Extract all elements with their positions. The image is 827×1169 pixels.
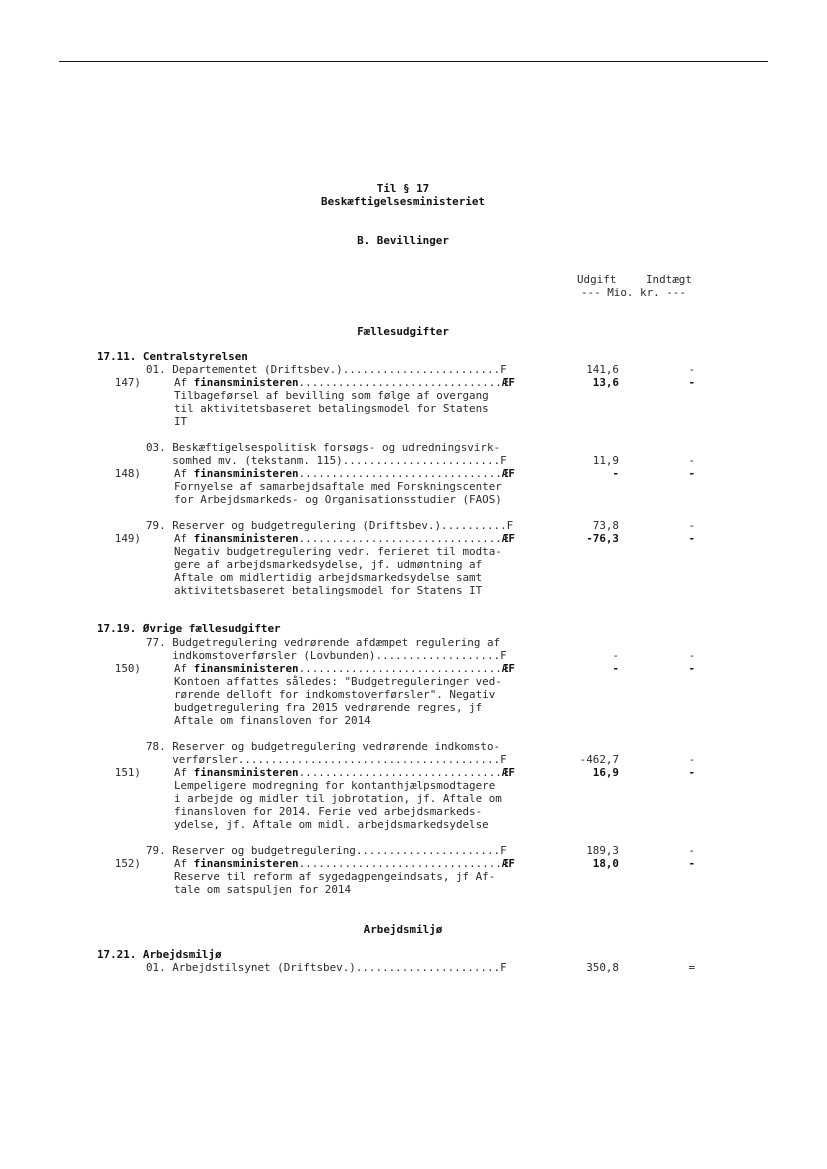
af-indtaegt-value: -	[688, 662, 695, 675]
af-flag: ÆF	[501, 467, 515, 480]
note-line: i arbejde og midler til jobrotation, jf. Aftale om	[174, 792, 502, 805]
af-dots: ...............................	[298, 662, 502, 675]
note-line: ydelse, jf. Aftale om midl. arbejdsmarkedsydelse	[174, 818, 489, 831]
footnote-ref: 147)	[114, 376, 141, 389]
udgift-value: 189,3	[586, 844, 619, 857]
af-flag: ÆF	[501, 857, 515, 870]
group-title: 17.19. Øvrige fællesudgifter	[97, 622, 281, 635]
af-prefix: Af	[174, 376, 194, 389]
item-line: 79. Reserver og budgetregulering (Driftsbev.)..........F	[146, 519, 514, 532]
item-line: verførsler........................................F	[146, 753, 507, 766]
af-indtaegt-value: -	[688, 532, 695, 545]
col-header-indtaegt: Indtægt	[646, 273, 692, 286]
udgift-value: 350,8	[586, 961, 619, 974]
af-line	[174, 532, 515, 545]
udgift-value: 141,6	[586, 363, 619, 376]
item-line: 78. Reserver og budgetregulering vedrørende indkomsto-	[146, 740, 501, 753]
note-line: Aftale om finansloven for 2014	[174, 714, 371, 727]
af-line	[174, 766, 515, 779]
af-minister: finansministeren	[193, 662, 299, 675]
af-prefix: Af	[174, 766, 194, 779]
note-line: finansloven for 2014. Ferie ved arbejdsmarkeds-	[174, 805, 483, 818]
af-indtaegt-value: -	[688, 766, 695, 779]
ministry-title: Beskæftigelsesministeriet	[321, 195, 485, 208]
item-line: 79. Reserver og budgetregulering......................F	[146, 844, 507, 857]
indtaegt-value: -	[688, 454, 695, 467]
udgift-value: -	[612, 649, 619, 662]
part-title: B. Bevillinger	[357, 234, 449, 247]
col-header-udgift: Udgift	[577, 273, 617, 286]
note-line: Negativ budgetregulering vedr. ferieret til modta-	[174, 545, 502, 558]
note-line: Lempeligere modregning for kontanthjælpsmodtagere	[174, 779, 496, 792]
note-line: budgetregulering fra 2015 vedrørende regres, jf	[174, 701, 483, 714]
af-prefix: Af	[174, 467, 194, 480]
af-udgift-value: 13,6	[592, 376, 619, 389]
af-indtaegt-value: -	[688, 467, 695, 480]
af-dots: ...............................	[298, 532, 502, 545]
af-dots: ...............................	[298, 766, 502, 779]
footnote-ref: 152)	[114, 857, 141, 870]
note-line: rørende delloft for indkomstoverførsler". Negativ	[174, 688, 496, 701]
af-prefix: Af	[174, 532, 194, 545]
af-line	[174, 376, 515, 389]
note-line: Kontoen affattes således: "Budgetreguleringer ved-	[174, 675, 502, 688]
item-line: 01. Departementet (Driftsbev.)........................F	[146, 363, 507, 376]
udgift-value: 73,8	[592, 519, 619, 532]
af-udgift-value: -76,3	[586, 532, 619, 545]
footnote-ref: 149)	[114, 532, 141, 545]
indtaegt-value: -	[688, 519, 695, 532]
indtaegt-value: =	[688, 961, 695, 974]
item-line: 01. Arbejdstilsynet (Driftsbev.)......................F	[146, 961, 507, 974]
page-title: Til § 17	[376, 182, 430, 195]
af-flag: ÆF	[501, 376, 515, 389]
note-line: IT	[174, 415, 188, 428]
note-line: Aftale om midlertidig arbejdsmarkedsydelse samt	[174, 571, 483, 584]
indtaegt-value: -	[688, 844, 695, 857]
group-title: 17.21. Arbejdsmiljø	[97, 948, 222, 961]
top-rule	[59, 61, 768, 62]
note-line: Reserve til reform af sygedagpengeindsats, jf Af-	[174, 870, 496, 883]
udgift-value: -462,7	[579, 753, 619, 766]
note-line: for Arbejdsmarkeds- og Organisationsstudier (FAOS)	[174, 493, 502, 506]
af-flag: ÆF	[501, 766, 515, 779]
af-minister: finansministeren	[193, 766, 299, 779]
footnote-ref: 151)	[114, 766, 141, 779]
item-line: 03. Beskæftigelsespolitisk forsøgs- og udredningsvirk-	[146, 441, 501, 454]
udgift-value: 11,9	[592, 454, 619, 467]
item-line: 77. Budgetregulering vedrørende afdæmpet regulering af	[146, 636, 501, 649]
af-dots: ...............................	[298, 857, 502, 870]
af-line	[174, 467, 515, 480]
af-udgift-value: -	[612, 467, 619, 480]
note-line: Tilbageførsel af bevilling som følge af overgang	[174, 389, 489, 402]
indtaegt-value: -	[688, 363, 695, 376]
af-prefix: Af	[174, 662, 194, 675]
item-line: indkomstoverførsler (Lovbunden)...................F	[146, 649, 507, 662]
section-heading: Arbejdsmiljø	[363, 923, 443, 936]
af-udgift-value: -	[612, 662, 619, 675]
note-line: tale om satspuljen for 2014	[174, 883, 352, 896]
note-line: Fornyelse af samarbejdsaftale med Forskningscenter	[174, 480, 502, 493]
af-minister: finansministeren	[193, 376, 299, 389]
note-line: til aktivitetsbaseret betalingsmodel for Statens	[174, 402, 489, 415]
af-indtaegt-value: -	[688, 376, 695, 389]
af-udgift-value: 18,0	[592, 857, 619, 870]
note-line: gere af arbejdsmarkedsydelse, jf. udmøntning af	[174, 558, 483, 571]
footnote-ref: 150)	[114, 662, 141, 675]
col-header-unit: --- Mio. kr. ---	[581, 286, 686, 299]
af-udgift-value: 16,9	[592, 766, 619, 779]
af-line	[174, 857, 515, 870]
item-line: somhed mv. (tekstanm. 115)........................F	[146, 454, 507, 467]
group-title: 17.11. Centralstyrelsen	[97, 350, 248, 363]
note-line: aktivitetsbaseret betalingsmodel for Statens IT	[174, 584, 483, 597]
af-line	[174, 662, 515, 675]
indtaegt-value: -	[688, 649, 695, 662]
indtaegt-value: -	[688, 753, 695, 766]
af-minister: finansministeren	[193, 532, 299, 545]
af-prefix: Af	[174, 857, 194, 870]
af-flag: ÆF	[501, 662, 515, 675]
af-minister: finansministeren	[193, 857, 299, 870]
footnote-ref: 148)	[114, 467, 141, 480]
af-minister: finansministeren	[193, 467, 299, 480]
section-heading: Fællesudgifter	[357, 325, 449, 338]
af-dots: ...............................	[298, 376, 502, 389]
af-indtaegt-value: -	[688, 857, 695, 870]
af-flag: ÆF	[501, 532, 515, 545]
af-dots: ...............................	[298, 467, 502, 480]
